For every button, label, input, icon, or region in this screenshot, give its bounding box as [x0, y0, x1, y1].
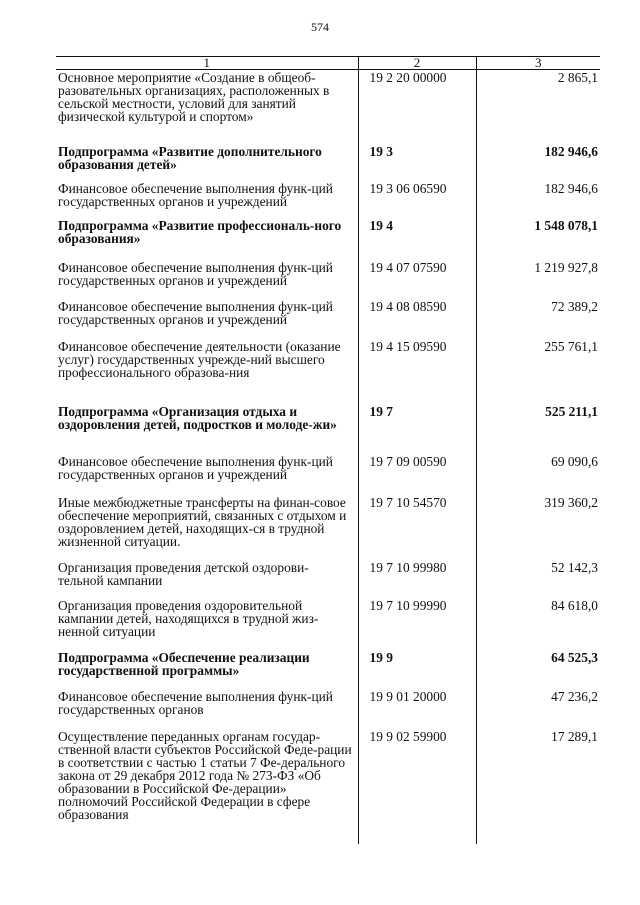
row-description: Финансовое обеспечение выполнения функ-ций государственных органов и учреждений — [56, 260, 358, 299]
row-description: Подпрограмма «Развитие дополнительного образования детей» — [56, 144, 358, 181]
row-code: 19 4 — [358, 218, 476, 260]
table-row — [56, 650, 600, 689]
row-description: Финансовое обеспечение выполнения функ-ций государственных органов и учреждений — [56, 181, 358, 218]
row-description: Финансовое обеспечение выполнения функ-ций государственных органов и учреждений — [56, 454, 358, 495]
table-row — [56, 299, 600, 339]
budget-table — [56, 56, 600, 844]
row-code: 19 9 — [358, 650, 476, 689]
row-amount: 72 389,2 — [551, 298, 598, 314]
row-code: 19 3 — [358, 144, 476, 181]
header-row — [56, 57, 600, 70]
row-code: 19 3 06 06590 — [358, 181, 476, 218]
row-amount: 64 525,3 — [551, 649, 598, 665]
table-row — [56, 689, 600, 729]
table-row — [56, 218, 600, 260]
row-amount: 84 618,0 — [551, 597, 598, 613]
row-amount: 69 090,6 — [551, 453, 598, 469]
row-description: Организация проведения детской оздорови-тельной кампании — [56, 560, 358, 598]
row-amount: 52 142,3 — [551, 559, 598, 575]
row-description: Организация проведения оздоровительной кампании детей, находящихся в трудной жиз-ненной ситуации — [56, 598, 358, 650]
table-row — [56, 729, 600, 844]
row-code: 19 9 01 20000 — [358, 689, 476, 729]
row-code: 19 2 20 00000 — [358, 70, 476, 144]
row-description: Иные межбюджетные трансферты на финан-совое обеспечение мероприятий, связанных с отдыхом и оздоровлением детей, находящих-ся в трудной жизненной ситуации. — [56, 495, 358, 560]
row-code: 19 4 07 07590 — [358, 260, 476, 299]
table-row — [56, 495, 600, 560]
row-code: 19 7 09 00590 — [358, 454, 476, 495]
table-row — [56, 339, 600, 404]
row-description: Осуществление переданных органам государ-ственной власти субъектов Российской Феде-рации в соответствии с частью 1 статьи 7 Фе-дерального закона от 29 декабря 2012 года № 273-ФЗ «Об образовании в Российской Фе-дерации» полномочий Российской Федерации в сфере образования — [56, 729, 358, 844]
row-code: 19 4 15 09590 — [358, 339, 476, 404]
row-amount: 47 236,2 — [551, 688, 598, 704]
table-body — [56, 70, 600, 844]
row-amount: 1 548 078,1 — [534, 217, 598, 233]
row-description: Подпрограмма «Обеспечение реализации государственной программы» — [56, 650, 358, 689]
row-code: 19 7 10 54570 — [358, 495, 476, 560]
row-description: Подпрограмма «Развитие профессиональ-ного образования» — [56, 218, 358, 260]
row-description: Финансовое обеспечение деятельности (оказание услуг) государственных учрежде-ний высшего профессионального образова-ния — [56, 339, 358, 404]
row-code: 19 7 10 99990 — [358, 598, 476, 650]
row-description: Финансовое обеспечение выполнения функ-ций государственных органов и учреждений — [56, 299, 358, 339]
table-row — [56, 260, 600, 299]
row-code: 19 4 08 08590 — [358, 299, 476, 339]
page-number: 574 — [311, 20, 329, 34]
row-code: 19 7 — [358, 404, 476, 454]
column-header-1: 1 — [56, 57, 358, 70]
row-description: Подпрограмма «Организация отдыха и оздоровления детей, подростков и молоде-жи» — [56, 404, 358, 454]
row-amount: 182 946,6 — [544, 180, 598, 196]
row-description: Финансовое обеспечение выполнения функ-ций государственных органов — [56, 689, 358, 729]
row-code: 19 9 02 59900 — [358, 729, 476, 844]
row-amount: 525 211,1 — [545, 403, 598, 419]
column-header-2: 2 — [358, 57, 476, 70]
row-code: 19 7 10 99980 — [358, 560, 476, 598]
table-row — [56, 70, 600, 144]
table-row — [56, 598, 600, 650]
row-description: Основное мероприятие «Создание в общеоб-разовательных организациях, расположенных в сельской местности, условий для занятий физической культурой и спортом» — [56, 70, 358, 144]
table-row — [56, 560, 600, 598]
row-amount: 17 289,1 — [551, 728, 598, 744]
table-row — [56, 144, 600, 181]
table-row — [56, 404, 600, 454]
row-amount: 2 865,1 — [557, 70, 598, 85]
row-amount: 1 219 927,8 — [534, 259, 598, 275]
table-row — [56, 181, 600, 218]
row-amount: 182 946,6 — [544, 143, 598, 159]
table-row — [56, 454, 600, 495]
column-header-3: 3 — [476, 57, 600, 70]
row-amount: 319 360,2 — [544, 494, 598, 510]
row-amount: 255 761,1 — [544, 338, 598, 354]
